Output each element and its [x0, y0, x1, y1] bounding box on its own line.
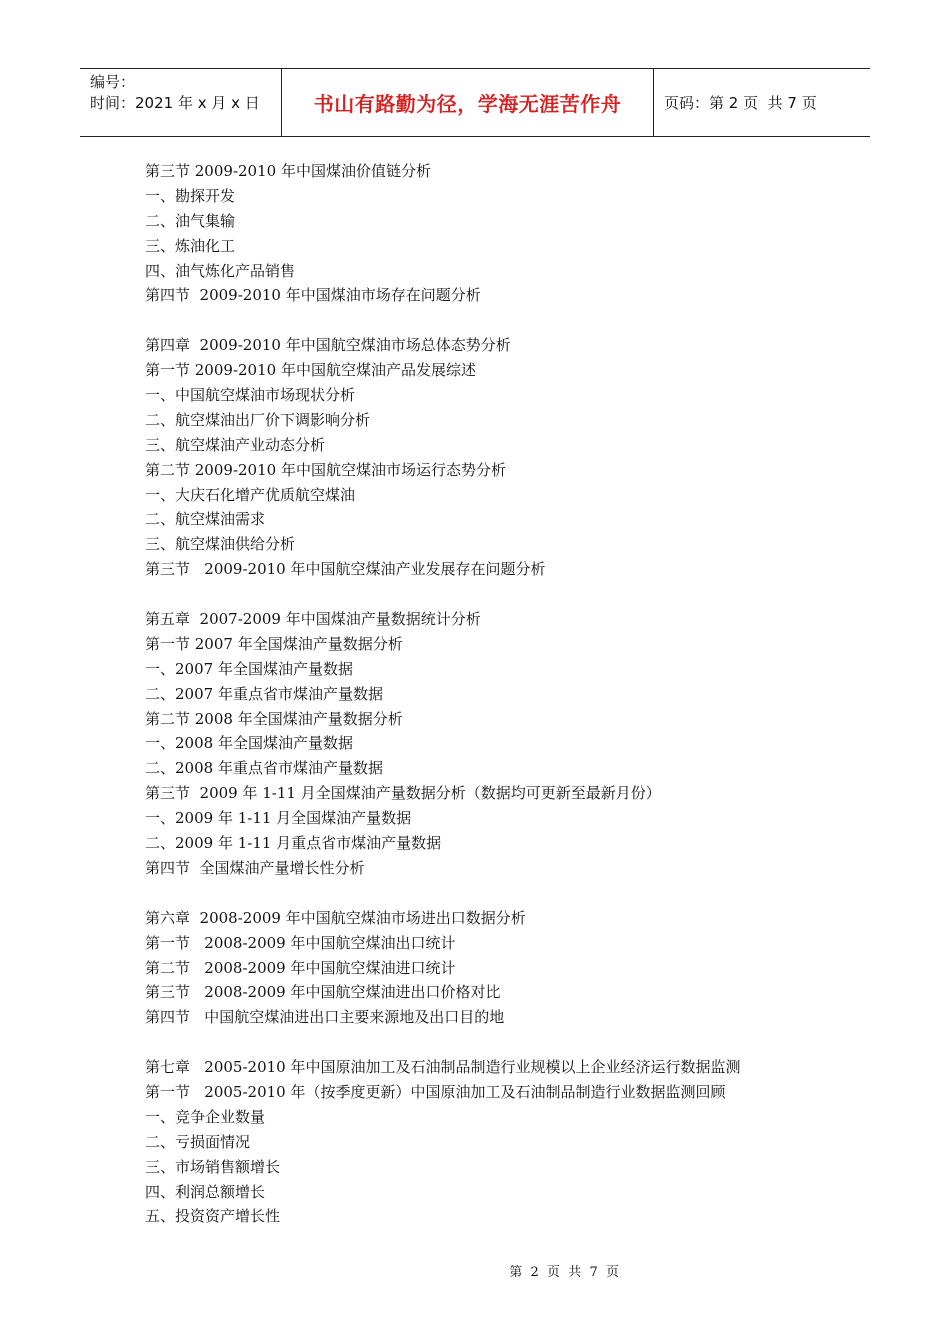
toc-entry: 一、勘探开发	[145, 186, 236, 205]
footer-page-number: 第 2 页 共 7 页	[509, 1265, 620, 1280]
toc-entry: 二、亏损面情况	[145, 1132, 251, 1151]
toc-entry: 二、2008 年重点省市煤油产量数据	[145, 759, 383, 778]
toc-entry: 第七章 2005-2010 年中国原油加工及石油制品制造行业规模以上企业经济运行数据监测	[145, 1058, 741, 1077]
header-motto: 书山有路勤为径，学海无涯苦作舟	[313, 92, 622, 116]
toc-entry: 第三节 2009-2010 年中国煤油价值链分析	[145, 162, 431, 180]
toc-entry: 一、2007 年全国煤油产量数据	[145, 659, 353, 678]
toc-entry: 一、中国航空煤油市场现状分析	[145, 386, 356, 405]
toc-entry: 三、航空煤油供给分析	[145, 535, 296, 554]
toc-entry: 第二节 2008-2009 年中国航空煤油进口统计	[145, 958, 456, 977]
toc-spacer	[145, 881, 865, 906]
toc-entry: 一、2008 年全国煤油产量数据	[145, 734, 353, 753]
page-footer	[0, 1246, 950, 1280]
document-time-label: 时间：2021 年 x 月 x 日	[90, 94, 260, 112]
toc-entry: 第五章 2007-2009 年中国煤油产量数据统计分析	[145, 610, 481, 629]
toc-entry: 四、利润总额增长	[145, 1182, 266, 1201]
toc-spacer	[145, 308, 865, 333]
toc-entry: 一、大庆石化增产优质航空煤油	[145, 485, 356, 504]
toc-entry: 第一节 2007 年全国煤油产量数据分析	[145, 634, 403, 653]
toc-entry: 二、航空煤油需求	[145, 510, 266, 529]
toc-entry: 一、2009 年 1-11 月全国煤油产量数据	[145, 809, 412, 828]
toc-entry: 第四节 中国航空煤油进出口主要来源地及出口目的地	[145, 1008, 505, 1027]
toc-entry: 二、2007 年重点省市煤油产量数据	[145, 684, 383, 703]
page-header	[80, 68, 870, 137]
toc-entry: 一、竞争企业数量	[145, 1107, 266, 1126]
toc-entry: 第一节 2008-2009 年中国航空煤油出口统计	[145, 933, 456, 952]
document-number-label: 编号：	[90, 73, 136, 91]
toc-entry: 三、炼油化工	[145, 236, 236, 255]
toc-spacer	[145, 1030, 865, 1055]
header-page-number: 页码：第 2 页 共 7 页	[664, 94, 817, 112]
toc-spacer	[145, 582, 865, 607]
header-motto-cell	[281, 69, 654, 136]
toc-entry: 第二节 2008 年全国煤油产量数据分析	[145, 709, 403, 728]
toc-entry: 第二节 2009-2010 年中国航空煤油市场运行态势分析	[145, 460, 506, 479]
toc-entry: 第六章 2008-2009 年中国航空煤油市场进出口数据分析	[145, 908, 526, 927]
toc-entry: 第三节 2009 年 1-11 月全国煤油产量数据分析（数据均可更新至最新月份）	[145, 784, 661, 803]
toc-entry: 三、市场销售额增长	[145, 1157, 281, 1176]
toc-entry: 第一节 2009-2010 年中国航空煤油产品发展综述	[145, 361, 476, 380]
header-meta	[80, 69, 281, 136]
toc-entry: 二、航空煤油出厂价下调影响分析	[145, 410, 371, 429]
toc-entry: 第四章 2009-2010 年中国航空煤油市场总体态势分析	[145, 336, 511, 355]
toc-entry: 三、航空煤油产业动态分析	[145, 435, 326, 454]
toc-entry: 第四节 2009-2010 年中国煤油市场存在问题分析	[145, 286, 481, 305]
toc-entry: 第四节 全国煤油产量增长性分析	[145, 858, 365, 877]
toc-entry: 第三节 2009-2010 年中国航空煤油产业发展存在问题分析	[145, 560, 546, 579]
toc-entry: 第三节 2008-2009 年中国航空煤油进出口价格对比	[145, 983, 501, 1002]
toc-entry: 五、投资资产增长性	[145, 1207, 281, 1226]
toc-entry: 四、油气炼化产品销售	[145, 261, 296, 280]
toc-entry: 二、2009 年 1-11 月重点省市煤油产量数据	[145, 834, 442, 853]
table-of-contents	[145, 159, 865, 1229]
toc-entry: 第一节 2005-2010 年（按季度更新）中国原油加工及石油制品制造行业数据监测回顾	[145, 1082, 726, 1101]
toc-entry: 二、油气集输	[145, 211, 236, 230]
